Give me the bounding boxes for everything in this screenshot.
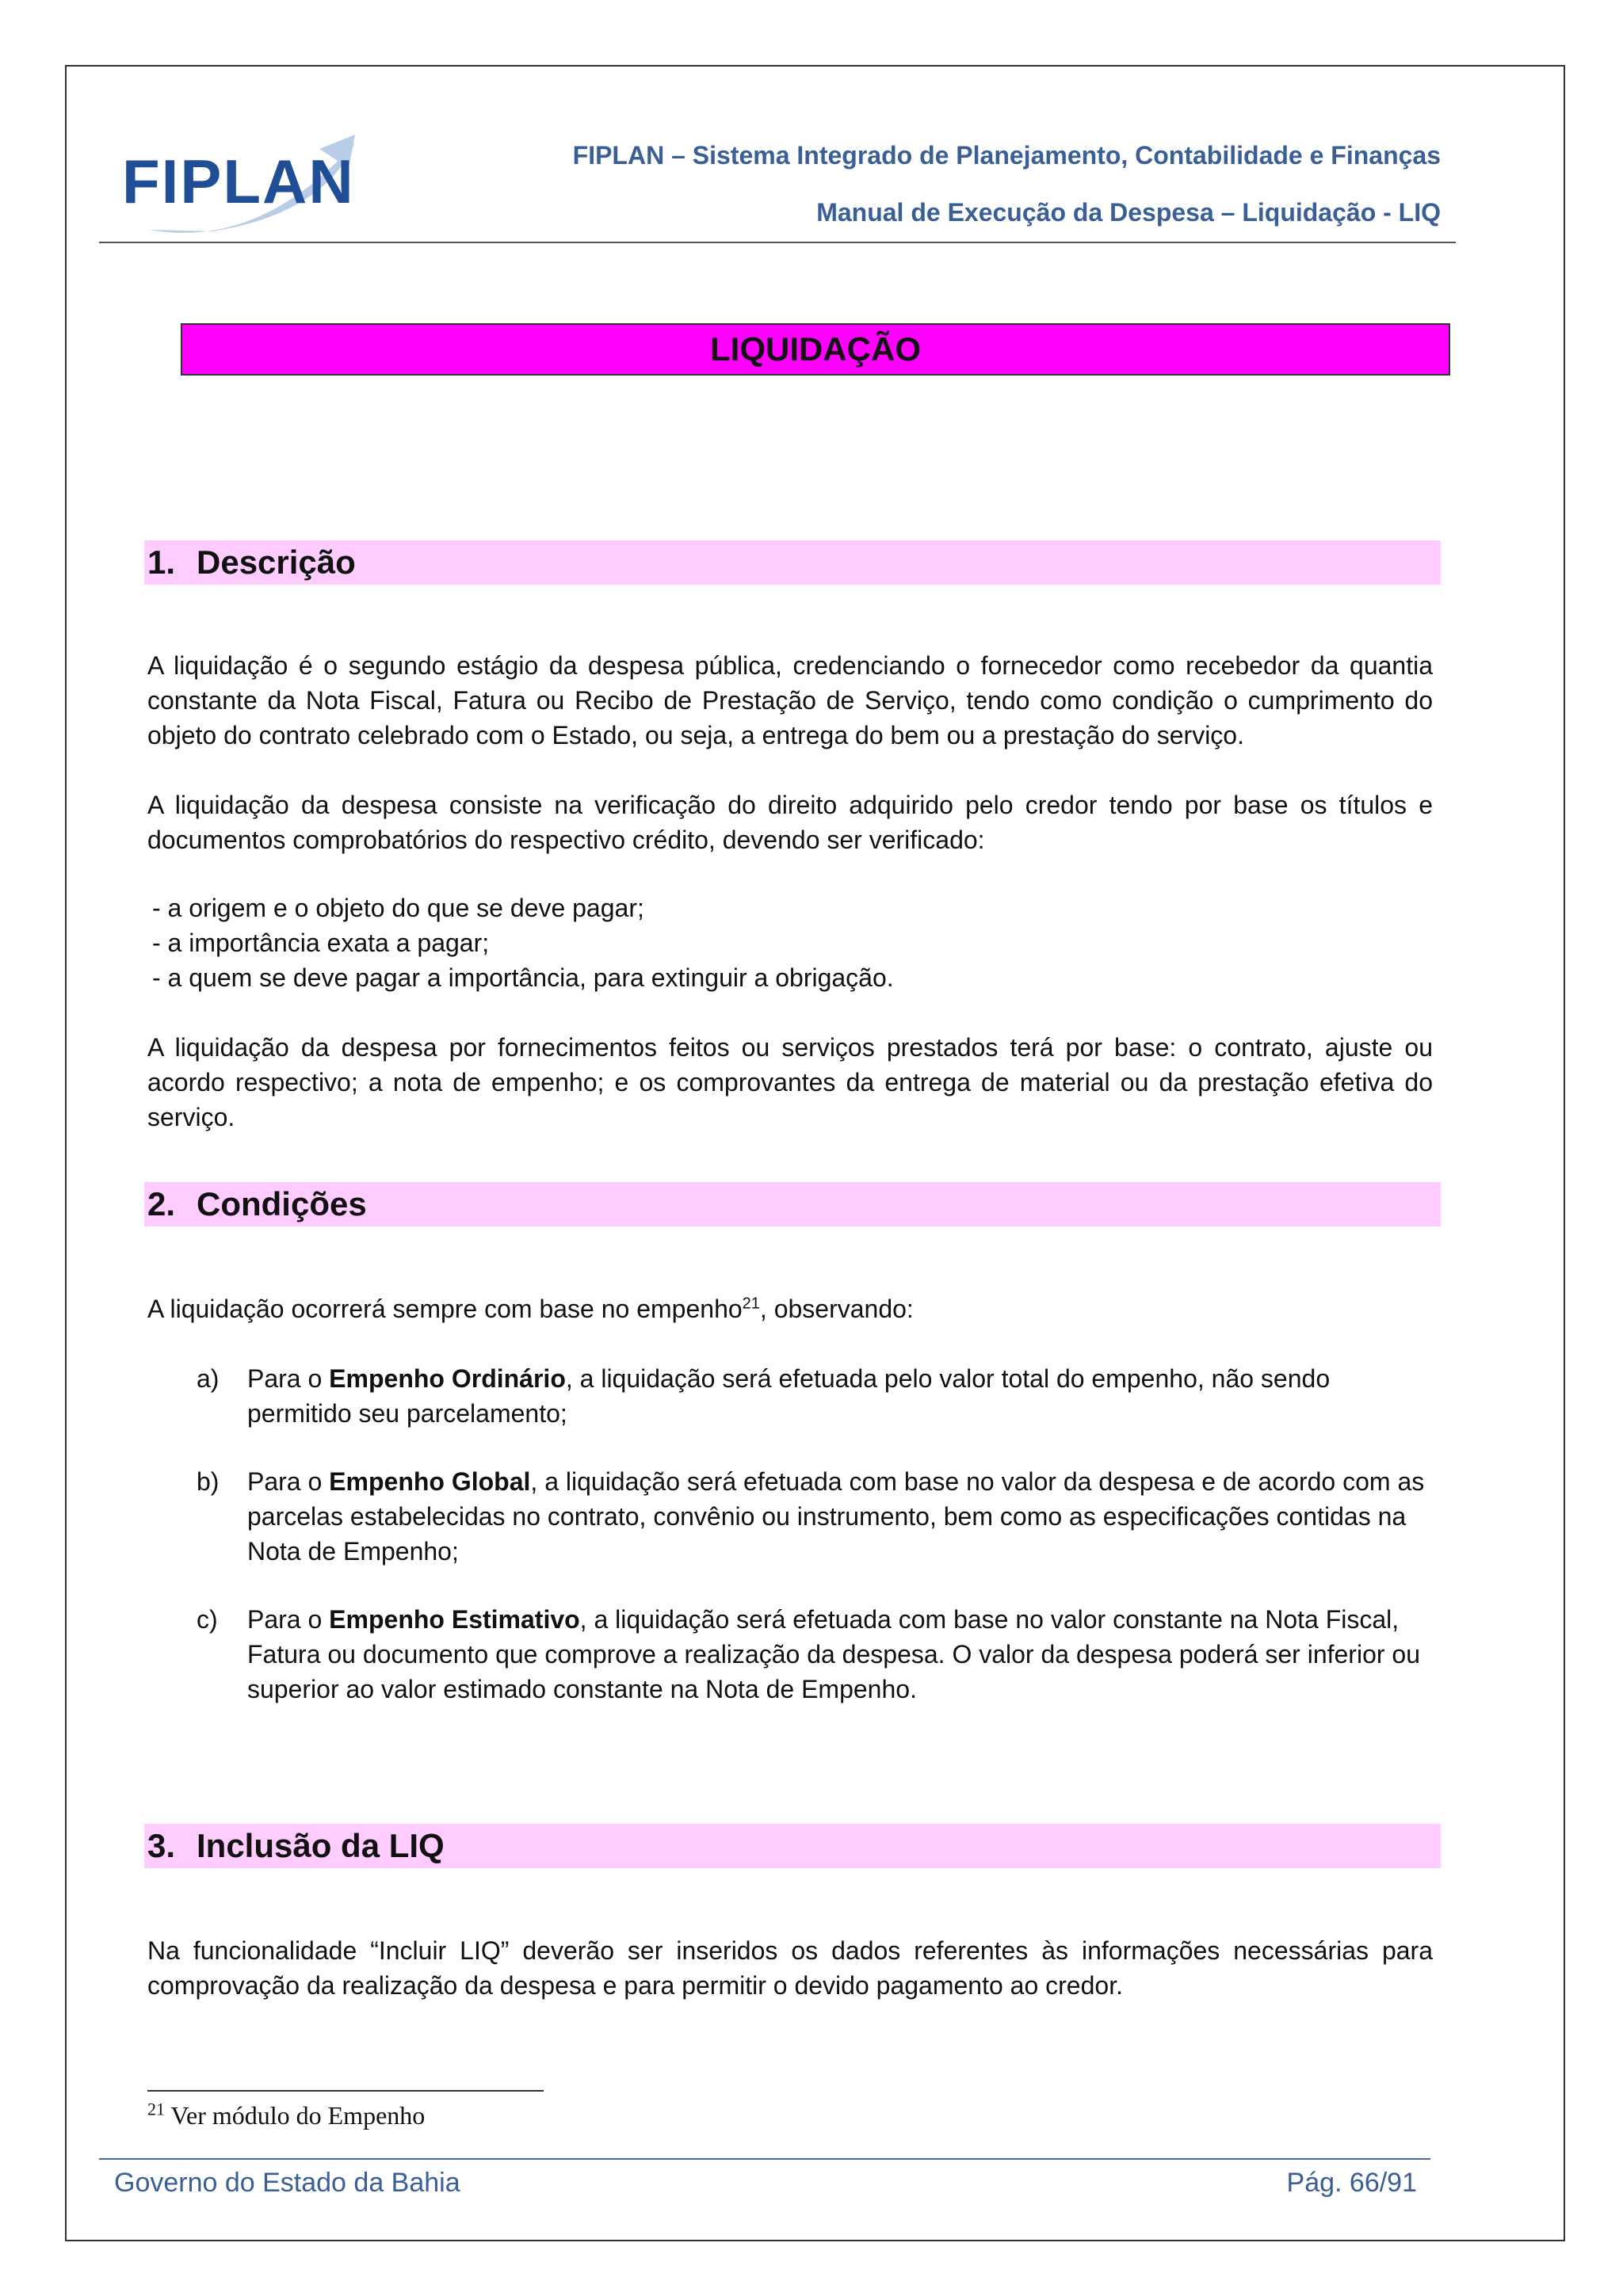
section-heading-inclusao — [144, 1824, 1441, 1868]
paragraph: A liquidação da despesa consiste na verificação do direito adquirido pelo credor tendo por base os títulos e documentos comprobatórios do respectivo crédito, devendo ser verificado: — [147, 791, 1433, 854]
footnote-ref: 21 — [742, 1295, 760, 1313]
paragraph: A liquidação é o segundo estágio da despesa pública, credenciando o fornecedor como recebedor da quantia constante da Nota Fiscal, Fatura ou Recibo de Prestação de Serviço, tendo como condição o cumprimento do objeto do contrato celebrado com o Estado, ou seja, a entrega do bem ou a prestação do serviço. — [147, 651, 1433, 749]
list-item: - a origem e o objeto do que se deve pagar; — [152, 894, 644, 922]
page-frame — [65, 65, 1565, 2241]
section-title: Condições — [197, 1185, 367, 1222]
footnote-divider — [147, 2090, 544, 2092]
header-subtitle: Manual de Execução da Despesa – Liquidação - LIQ — [816, 198, 1441, 227]
paragraph: Na funcionalidade “Incluir LIQ” deverão ser inseridos os dados referentes às informações necessárias para comprovação da realização da despesa e para permitir o devido pagamento ao credor. — [147, 1936, 1433, 2000]
section-heading-descricao — [144, 540, 1441, 585]
section-number: 2. — [147, 1185, 176, 1222]
section-title: Descrição — [197, 543, 356, 581]
condition-item: b) Para o Empenho Global, a liquidação será efetuada com base no valor da despesa e de acordo com as parcelas estabelecidas no contrato, convênio ou instrumento, bem como as especificações contidas na Nota de Empenho; — [197, 1467, 1425, 1566]
fiplan-logo — [117, 127, 387, 246]
page-title: LIQUIDAÇÃO — [181, 323, 1450, 376]
condition-item: c) Para o Empenho Estimativo, a liquidação será efetuada com base no valor constante na Nota Fiscal, Fatura ou documento que comprove a realização da despesa. O valor da despesa poderá ser inferior ou superior ao valor estimado constante na Nota de Empenho. — [197, 1605, 1420, 1703]
header-divider — [99, 242, 1456, 243]
list-item: - a importância exata a pagar; — [152, 929, 490, 957]
header-title: FIPLAN – Sistema Integrado de Planejamento, Contabilidade e Finanças — [572, 141, 1441, 170]
footnote: $^{21}$ Ver módulo do Empenho — [147, 2099, 426, 2130]
logo-text: FIPLAN — [122, 147, 355, 216]
footer-organization: Governo do Estado da Bahia — [114, 2168, 460, 2198]
paragraph: A liquidação da despesa por fornecimentos feitos ou serviços prestados terá por base: o contrato, ajuste ou acordo respectivo; a nota de empenho; e os comprovantes da entrega de material ou da prestação efetiva do serviço. — [147, 1033, 1433, 1131]
footer-divider — [99, 2158, 1430, 2160]
section-title: Inclusão da LIQ — [197, 1827, 445, 1864]
paragraph: A liquidação ocorrerá sempre com base no empenho$^{21}$, observando: — [147, 1295, 914, 1323]
section-number: 3. — [147, 1827, 176, 1864]
section-heading-condicoes — [144, 1182, 1441, 1226]
page-number: Pág. 66/91 — [1286, 2168, 1417, 2198]
condition-item: a) Para o Empenho Ordinário, a liquidação será efetuada pelo valor total do empenho, não sendo permitido seu parcelamento; — [197, 1364, 1331, 1428]
list-item: - a quem se deve pagar a importância, para extinguir a obrigação. — [152, 963, 894, 992]
section-number: 1. — [147, 543, 176, 581]
